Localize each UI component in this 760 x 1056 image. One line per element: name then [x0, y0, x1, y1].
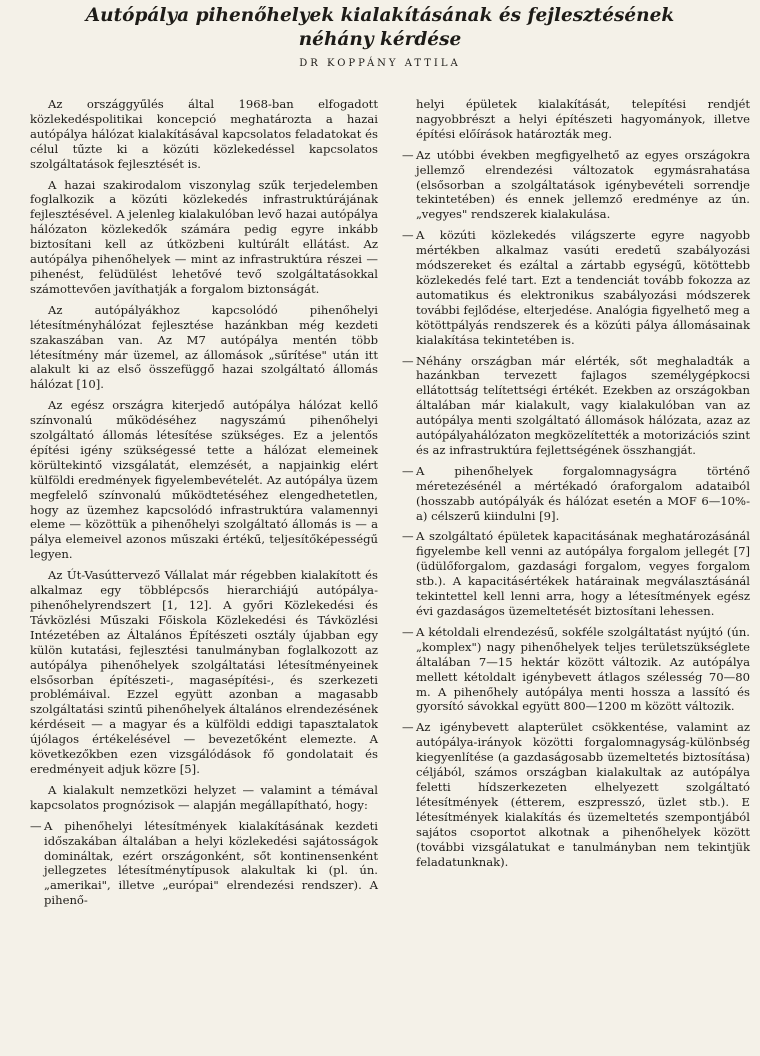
title-line-2: néhány kérdése	[298, 29, 462, 50]
list-item: — Néhány országban már elérték, sőt meghaladták a hazánkban tervezett fajlagos személygépkocsi ellátottság telítettségi értékét. Ezekben az országokban általában már kialakult, vagy kialakulóban van az autópálya menti szolgáltató állomások hálózata, azaz az autópályahálózaton megközelítették a motorizációs szint és az infrastruktúra fejlettségének összhangját.	[402, 353, 750, 457]
list-item: — A közúti közlekedés világszerte egyre nagyobb mértékben alkalmaz vasúti eredetű szabályozási módszereket és ezáltal a zártabb egységű, kötöttebb közlekedés felé tart. Ezt a tendenciát tovább fokozza az automatikus és elektronikus szabályozási módszerek további fejlődése, elterjedése. Analógia figyelhető meg a kötöttpályás rendszerek és a közúti pálya állomásainak kialakítása tekintetében is.	[402, 228, 750, 347]
list-item-text: A pihenőhelyek forgalomnagyságra történő méretezésénél a mértékadó óraforgalom adataiból (hosszabb autópályák és hálózat esetén a MOF 6—10%-a) célszerű kiindulni [9].	[416, 463, 750, 523]
list-item: — A pihenőhelyek forgalomnagyságra történő méretezésénél a mértékadó óraforgalom adataiból (hosszabb autópályák és hálózat esetén a MOF 6—10%-a) célszerű kiindulni [9].	[402, 463, 750, 523]
right-column	[402, 97, 750, 914]
list-item-text: Az igénybevett alapterület csökkentése, valamint az autópálya-irányok közötti forgalomnagyság-különbség kiegyenlítése (a gazdaságosabb üzemeltetés biztosítása) céljából, számos országban kialakultak az autópálya feletti hídszerkezeten elhelyezett szolgáltató létesítmények (étterem, eszpresszó, üzlet stb.). E létesítmények kialakítás és üzemeltetés szempontjából sajátos csoportot alkotnak a pihenőhelyek között (további vizsgálatukat e tanulmányban nem tekintjük feladatunknak).	[416, 720, 750, 869]
list-item: — A pihenőhelyi létesítmények kialakításának kezdeti időszakában általában a helyi közlekedési sajátosságok domináltak, ezért országonként, sőt kontinensenként jellegzetes létesítménytípusok alakultak ki (pl. ún. „amerikai", illetve „európai" elrendezési rendszer). A pihenő-	[30, 818, 378, 908]
list-item: — Az igénybevett alapterület csökkentése, valamint az autópálya-irányok közötti forgalomnagyság-különbség kiegyenlítése (a gazdaságosabb üzemeltetés biztosítása) céljából, számos országban kialakultak az autópálya feletti hídszerkezeten elhelyezett szolgáltató létesítmények (étterem, eszpresszó, üzlet stb.). E létesítmények kialakítás és üzemeltetés szempontjából sajátos csoportot alkotnak a pihenőhelyek között (további vizsgálatukat e tanulmányban nem tekintjük feladatunknak).	[402, 720, 750, 869]
list-item-text: A kétoldali elrendezésű, sokféle szolgáltatást nyújtó (ún. „komplex") nagy pihenőhelyek teljes területszükséglete általában 7—15 hektár között változik. Az autópálya mellett kétoldalt igénybevett átlagos szélesség 70—80 m. A pihenőhely autópálya menti hossza a lassító és gyorsító sávokkal együtt 800—1200 m között változik.	[416, 624, 750, 714]
list-item-text: Az utóbbi években megfigyelhető az egyes országokra jellemző elrendezési változatok egymásrahatása (elsősorban a szolgáltatások igénybevételi sorrendje tekintetében) és ennek jellemző eredménye az ún. „vegyes" rendszerek kialakulása.	[416, 147, 750, 222]
list-item-text: A szolgáltató épületek kapacitásának meghatározásánál figyelembe kell venni az autópálya forgalom jellegét [7] (üdülőforgalom, gazdasági forgalom, vegyes forgalom stb.). A kapacitásértékek határainak megválasztásánál tekintettel kell lenni arra, hogy a létesítmények egész évi gazdaságos üzemeltetését biztosítani lehessen.	[416, 529, 750, 618]
list-item-text: Néhány országban már elérték, sőt meghaladták a hazánkban tervezett fajlagos személygépkocsi ellátottság telítettségi értékét. Ezekben az országokban általában már kialakult, vagy kialakulóban van az autópálya menti szolgáltató állomások hálózata, azaz az autópályahálózaton megközelítették a motorizációs szint és az infrastruktúra fejlettségének összhangját.	[416, 353, 750, 457]
paragraph: A kialakult nemzetközi helyzet — valamint a témával kapcsolatos prognózisok — alapján megállapítható, hogy:	[30, 782, 378, 812]
list-item-text: A közúti közlekedés világszerte egyre nagyobb mértékben alkalmaz vasúti eredetű szabályozási módszereket és ezáltal a zártabb egységű, kötöttebb közlekedés felé tart. Ezt a tendenciát tovább fokozza az automatikus és elektronikus szabályozási módszerek további fejlődése, elterjedése. Analógia figyelhető meg a kötöttpályás rendszerek és a közúti pálya állomásainak kialakítása tekintetében is.	[416, 228, 750, 347]
list-item: — A kétoldali elrendezésű, sokféle szolgáltatást nyújtó (ún. „komplex") nagy pihenőhelyek teljes területszükséglete általában 7—15 hektár között változik. Az autópálya mellett kétoldalt igénybevett átlagos szélesség 70—80 m. A pihenőhely autópálya menti hossza a lassító és gyorsító sávokkal együtt 800—1200 m között változik.	[402, 624, 750, 714]
list-item: — A szolgáltató épületek kapacitásának meghatározásánál figyelembe kell venni az autópálya forgalom jellegét [7] (üdülőforgalom, gazdasági forgalom, vegyes forgalom stb.). A kapacitásértékek határainak megválasztásánál tekintettel kell lenni arra, hogy a létesítmények egész évi gazdaságos üzemeltetését biztosítani lehessen.	[402, 529, 750, 618]
article-title	[0, 0, 760, 52]
paragraph: A hazai szakirodalom viszonylag szűk terjedelemben foglalkozik a közúti közlekedés infrastruktúrájának fejlesztésével. A jelenleg kialakulóban levő hazai autópálya hálózaton közlekedők számára pedig egyre inkább biztosítani kell az útközbeni kultúrált ellátást. Az autópálya pihenőhelyek — mint az infrastruktúra részei — pihenést, felüdülést lehetővé tevő szolgáltatásokkal számottevően javíthatják a forgalom biztonságát.	[30, 177, 378, 296]
list-item-text: helyi épületek kialakítását, telepítési rendjét nagyobbrészt a helyi építészeti hagyományok, illetve építési előírások határozták meg.	[416, 97, 750, 141]
body-columns	[30, 97, 750, 914]
title-line-1: Autópálya pihenőhelyek kialakításának és fejlesztésének	[85, 5, 675, 26]
paragraph: Az egész országra kiterjedő autópálya hálózat kellő színvonalú működéséhez nagyszámú pihenőhelyi szolgáltató állomás létesítése szükséges. Ez a jelentős építési igény szükségessé tette a hálózat elemeinek körültekintő vizsgálatát, elemzését, a napjainkig elért külföldi eredmények figyelembevételét. Az autópálya üzem megfelelő színvonalú működtetéséhez elengedhetetlen, hogy az üzemhez kapcsolódó infrastruktúra valamennyi eleme — közöttük a pihenőhelyi szolgáltató állomás is — a pálya elemeivel azonos műszaki értékű, teljesítőképességű legyen.	[30, 398, 378, 562]
author-name: DR KOPPÁNY ATTILA	[299, 58, 461, 69]
list-item-text: A pihenőhelyi létesítmények kialakításának kezdeti időszakában általában a helyi közlekedési sajátosságok domináltak, ezért országonként, sőt kontinensenként jellegzetes létesítménytípusok alakultak ki (pl. ún. „amerikai", illetve „európai" elrendezési rendszer). A pihenő-	[44, 818, 378, 908]
left-column	[30, 97, 378, 914]
paragraph: Az Út-Vasúttervező Vállalat már régebben kialakított és alkalmaz egy többlépcsős hierarchiájú autópálya-pihenőhelyrendszert [1, 12]. A győri Közlekedési és Távközlési Műszaki Főiskola Közlekedési és Távközlési Intézetében az Általános Építészeti osztály újabban egy külön kutatási, fejlesztési tanulmányban foglalkozott az autópálya pihenőhelyek szolgáltatási létesítményeinek elsősorban építészeti-, magasépítési-, és szerkezeti problémáival. Ezzel együtt azonban a magasabb szolgáltatási szintű pihenőhelyek általános elrendezésének kérdéseit — a magyar és a külföldi eddigi tapasztalatok újólagos értékelésével — bevezetőként elemezte. A következőkben ezen vizsgálódások fő gondolatait és eredményeit adjuk közre [5].	[30, 568, 378, 776]
list-item: — Az utóbbi években megfigyelhető az egyes országokra jellemző elrendezési változatok egymásrahatása (elsősorban a szolgáltatások igénybevételi sorrendje tekintetében) és ennek jellemző eredménye az ún. „vegyes" rendszerek kialakulása.	[402, 147, 750, 222]
paragraph: Az országgyűlés által 1968-ban elfogadott közlekedéspolitikai koncepció meghatározta a hazai autópálya hálózat kialakításával kapcsolatos feladatokat és célul tűzte ki a közúti közlekedéssel kapcsolatos szolgáltatások fejlesztését is.	[30, 97, 378, 171]
list-item-continuation	[402, 97, 750, 142]
paragraph: Az autópályákhoz kapcsolódó pihenőhelyi létesítményhálózat fejlesztése hazánkban még kezdeti szakaszában van. Az M7 autópálya mentén több létesítmény már üzemel, az állomások „sűrítése" után itt alakult ki az első összefüggő hazai szolgáltató állomás hálózat [10].	[30, 302, 378, 392]
